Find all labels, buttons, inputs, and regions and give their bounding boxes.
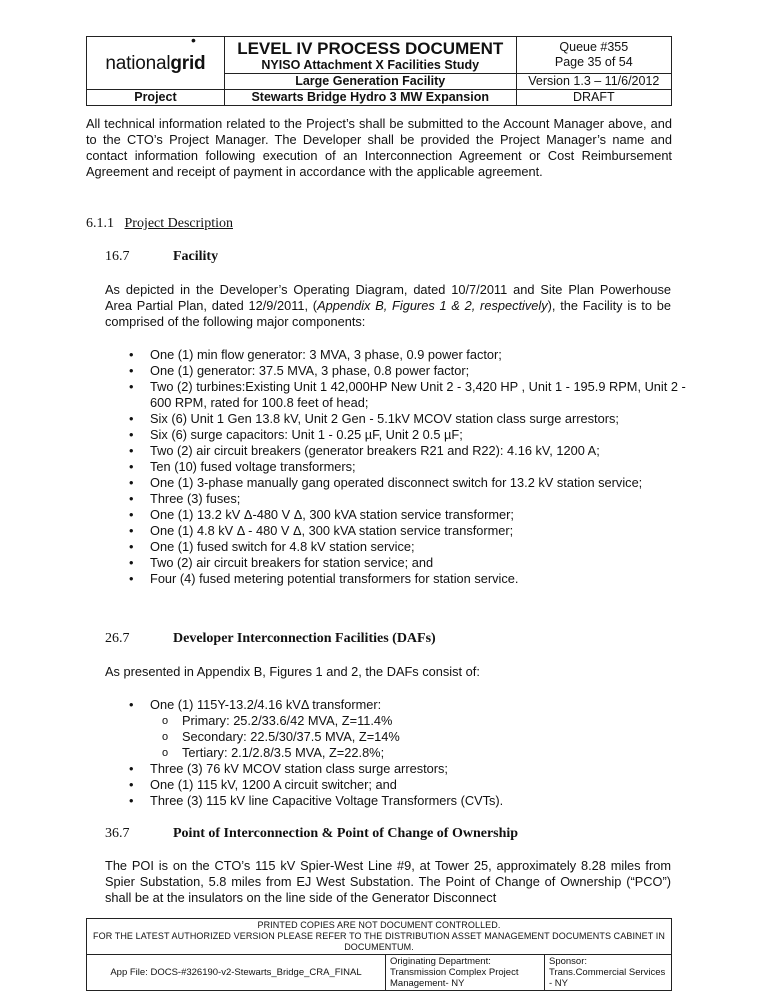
nationalgrid-logo: • nationalgrid — [87, 37, 225, 90]
list-item: o Secondary: 22.5/30/37.5 MVA, Z=14% — [182, 729, 706, 745]
list-item: • Four (4) fused metering potential transformers for station service. — [150, 571, 706, 587]
version-info: Version 1.3 – 11/6/2012 — [516, 74, 671, 90]
list-item: o Tertiary: 2.1/2.8/3.5 MVA, Z=22.8%; — [182, 745, 706, 761]
list-item: • One (1) fused switch for 4.8 kV station service; — [150, 539, 706, 555]
list-item: • One (1) 4.8 kV Δ - 480 V Δ, 300 kVA station service transformer; — [150, 523, 706, 539]
list-item: • One (1) 3-phase manually gang operated disconnect switch for 13.2 kV station service; — [150, 475, 706, 491]
list-item: • Two (2) air circuit breakers for station service; and — [150, 555, 706, 571]
section-number: 26.7 — [105, 631, 130, 646]
list-item: • One (1) generator: 37.5 MVA, 3 phase, 0.8 power factor; — [150, 363, 706, 379]
project-name: Stewarts Bridge Hydro 3 MW Expansion — [224, 90, 516, 106]
facility-components-list — [118, 347, 706, 587]
section-number: 16.7 — [105, 249, 130, 264]
dafs-paragraph: As presented in Appendix B, Figures 1 and 2, the DAFs consist of: — [105, 664, 480, 679]
originating-department: Originating Department: Transmission Complex Project Management- NY — [386, 955, 545, 991]
section-heading-facility — [105, 249, 218, 265]
sponsor: Sponsor: Trans.Commercial Services - NY — [545, 955, 672, 991]
dafs-list-continued — [118, 761, 706, 809]
list-item: • One (1) 115 kV, 1200 A circuit switcher; and — [150, 777, 706, 793]
list-item: • One (1) 13.2 kV Δ-480 V Δ, 300 kVA station service transformer; — [150, 507, 706, 523]
document-header — [86, 32, 672, 106]
facility-type: Large Generation Facility — [224, 74, 516, 90]
section-title: Facility — [173, 249, 219, 264]
list-item: • Ten (10) fused voltage transformers; — [150, 459, 706, 475]
control-notice: PRINTED COPIES ARE NOT DOCUMENT CONTROLLED. FOR THE LATEST AUTHORIZED VERSION PLEASE REFER TO THE DISTRIBUTION ASSET MANAGEMENT DOCUMENTS CABINET IN DOCUMENTUM. — [87, 919, 672, 955]
poi-paragraph: The POI is on the CTO’s 115 kV Spier-West Line #9, at Tower 25, approximately 8.28 miles from Spier Substation, 5.8 miles from EJ West Substation. The Point of Change of Ownership (“PCO”) shall be at the insulators on the line side of the Generator Disconnect — [105, 858, 671, 905]
section-heading-poi — [105, 826, 518, 842]
document-title: LEVEL IV PROCESS DOCUMENT — [237, 39, 504, 58]
transformer-ratings-list — [150, 713, 706, 761]
list-item: • Three (3) fuses; — [150, 491, 706, 507]
appendix-reference: Appendix B, Figures 1 & 2, respectively — [317, 298, 548, 313]
subsection-number: 6.1.1 — [86, 216, 114, 231]
draft-status: DRAFT — [516, 90, 671, 106]
document-footer — [86, 918, 672, 991]
list-item: • Three (3) 76 kV MCOV station class surge arrestors; — [150, 761, 706, 777]
list-item: • Three (3) 115 kV line Capacitive Voltage Transformers (CVTs). — [150, 793, 706, 809]
list-item: o Primary: 25.2/33.6/42 MVA, Z=11.4% — [182, 713, 706, 729]
section-heading-dafs — [105, 631, 436, 647]
intro-paragraph: All technical information related to the Project’s shall be submitted to the Account Manager above, and to the CTO’s Project Manager. The Developer shall be provided the Project Manager’s name and contact information following execution of an Interconnection Agreement or Cost Reimbursement Agreement and receipt of payment in accordance with the applicable agreement. — [86, 116, 672, 179]
queue-number: Queue #355 — [559, 40, 629, 54]
list-item: • Six (6) Unit 1 Gen 13.8 kV, Unit 2 Gen - 5.1kV MCOV station class surge arrestors; — [150, 411, 706, 427]
facility-paragraph: As depicted in the Developer’s Operating Diagram, dated 10/7/2011 and Site Plan Powerhouse Area Partial Plan, dated 12/9/2011, (Appendix B, Figures 1 & 2, respectively), the Facility is to be comprised of the following major components: — [105, 282, 671, 329]
section-number: 36.7 — [105, 826, 130, 841]
project-label: Project — [87, 90, 225, 106]
list-item: • Two (2) air circuit breakers (generator breakers R21 and R22): 4.16 kV, 1200 A; — [150, 443, 706, 459]
list-item: • Six (6) surge capacitors: Unit 1 - 0.25 µF, Unit 2 0.5 µF; — [150, 427, 706, 443]
subsection-heading — [86, 216, 233, 232]
logo-dot-icon: • — [191, 32, 196, 48]
app-file: App File: DOCS-#326190-v2-Stewarts_Bridge_CRA_FINAL — [87, 955, 386, 991]
document-subtitle: NYISO Attachment X Facilities Study — [261, 58, 480, 72]
list-item: • One (1) 115Y-13.2/4.16 kVΔ transformer: o Primary: 25.2/33.6/42 MVA, Z=11.4% o Secondary: 22.5/30/37.5 MVA, Z=14% o Tertiary: 2.1/2.8/3.5 MVA, Z=22.8%; — [150, 697, 706, 761]
dafs-list — [118, 697, 706, 761]
subsection-title: Project Description — [124, 216, 233, 231]
list-item: • Two (2) turbines:Existing Unit 1 42,000HP New Unit 2 - 3,420 HP , Unit 1 - 195.9 RPM, Unit 2 - 600 RPM, rated for 100.8 feet of head; — [150, 379, 706, 411]
section-title: Point of Interconnection & Point of Change of Ownership — [173, 826, 519, 841]
page-number: Page 35 of 54 — [554, 55, 633, 69]
section-title: Developer Interconnection Facilities (DAFs) — [173, 631, 436, 646]
list-item: • One (1) min flow generator: 3 MVA, 3 phase, 0.9 power factor; — [150, 347, 706, 363]
